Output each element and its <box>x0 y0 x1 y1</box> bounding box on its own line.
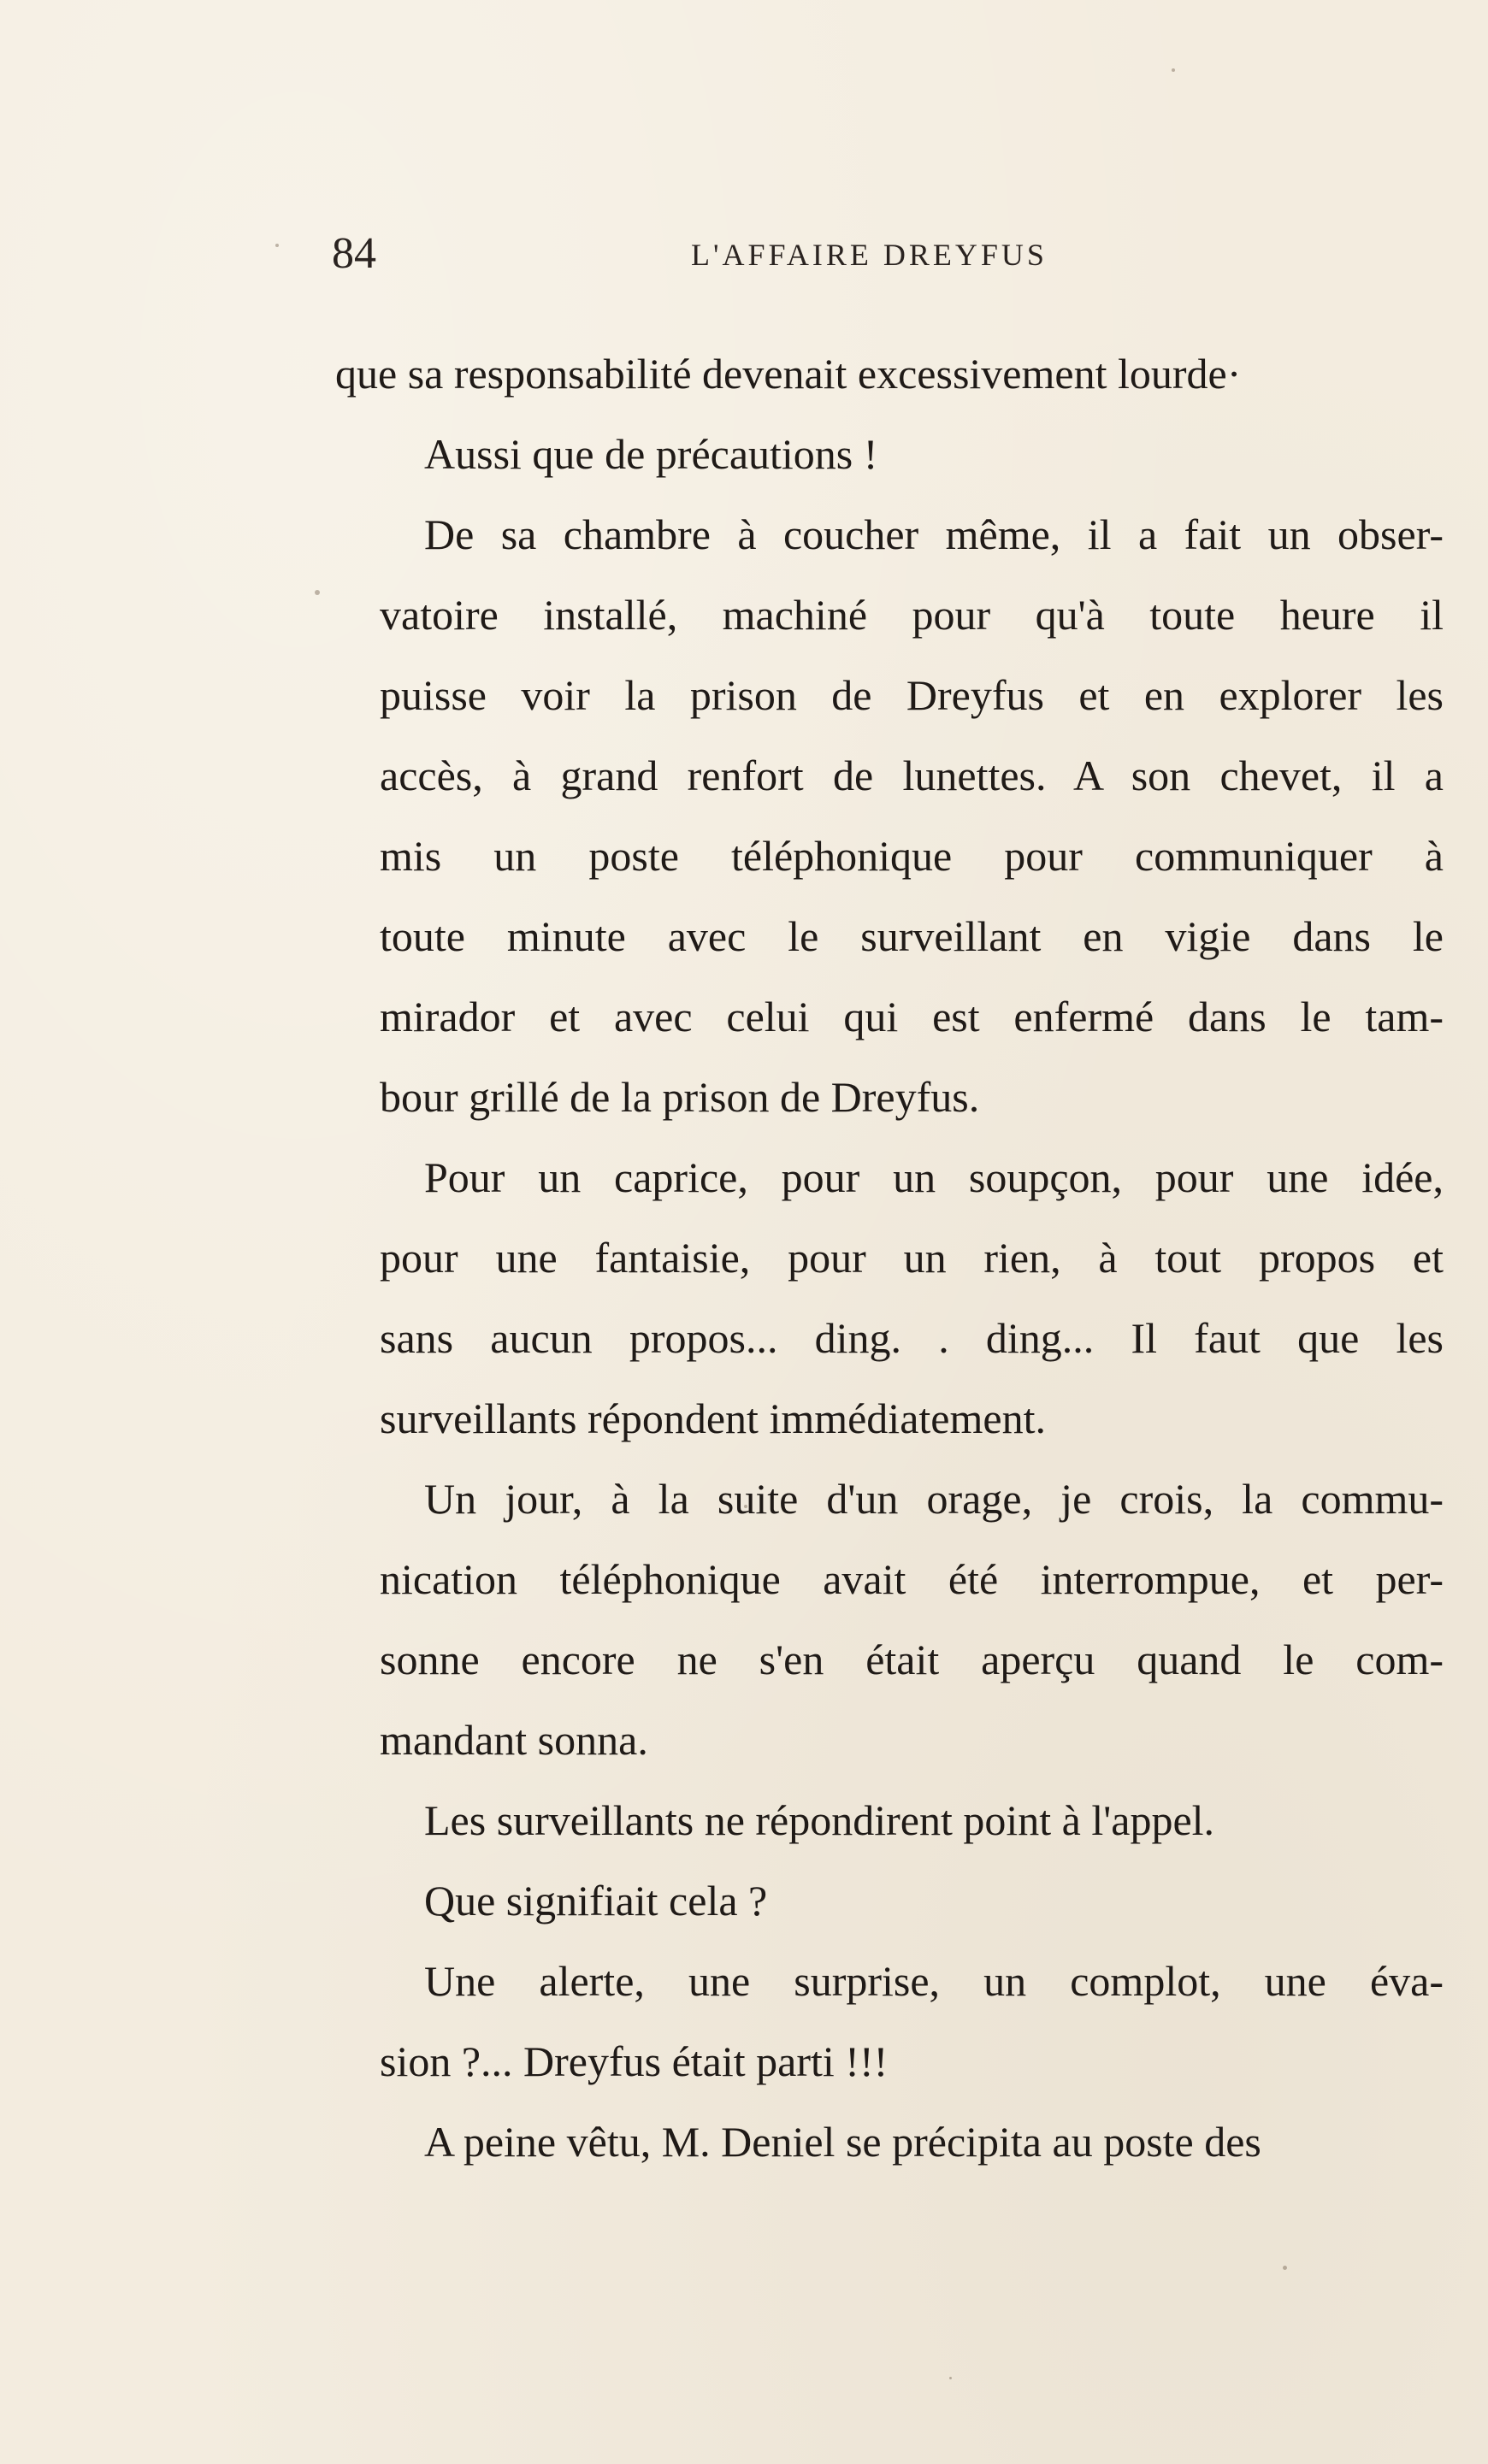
body-text <box>335 333 1444 2182</box>
text-line: Une alerte, une surprise, un complot, une éva- <box>424 1957 1444 2005</box>
page-number: 84 <box>332 229 376 278</box>
text-line: accès, à grand renfort de lunettes. A son chevet, il a <box>380 752 1444 799</box>
paragraph <box>335 2101 1444 2182</box>
paragraph <box>335 414 1444 494</box>
paper-speck <box>949 2377 952 2379</box>
text-line: A peine vêtu, M. Deniel se précipita au poste des <box>424 2118 1261 2166</box>
paragraph <box>335 494 1444 1137</box>
text-line: que sa responsabilité devenait excessivement lourde· <box>335 350 1242 398</box>
paper-speck <box>1283 2266 1287 2270</box>
text-line: pour une fantaisie, pour un rien, à tout propos et <box>380 1234 1444 1282</box>
text-line: toute minute avec le surveillant en vigie dans le <box>380 912 1444 960</box>
paragraph <box>335 1860 1444 1941</box>
text-line: puisse voir la prison de Dreyfus et en explorer les <box>380 671 1444 719</box>
paragraph <box>335 1459 1444 1780</box>
text-line: mis un poste téléphonique pour communiquer à <box>380 832 1444 880</box>
text-line: Que signifiait cela ? <box>424 1877 768 1925</box>
paragraph <box>335 1137 1444 1459</box>
running-head <box>332 224 1440 284</box>
text-line: De sa chambre à coucher même, il a fait un obser- <box>424 510 1444 558</box>
paragraph <box>335 1941 1444 2101</box>
text-line: sion ?... Dreyfus était parti !!! <box>380 2037 889 2085</box>
text-line: surveillants répondent immédiatement. <box>380 1394 1046 1442</box>
paper-speck <box>1172 68 1175 72</box>
text-line: Pour un caprice, pour un soupçon, pour une idée, <box>424 1153 1444 1201</box>
text-line: vatoire installé, machiné pour qu'à toute heure il <box>380 591 1444 639</box>
text-line: sonne encore ne s'en était aperçu quand le com- <box>380 1636 1444 1683</box>
text-line: Un jour, à la suite d'un orage, je crois, la commu- <box>424 1475 1444 1523</box>
text-line: mirador et avec celui qui est enfermé dans le tam- <box>380 993 1444 1040</box>
paper-speck <box>275 244 279 247</box>
text-line: sans aucun propos... ding. . ding... Il faut que les <box>380 1314 1444 1362</box>
text-line: bour grillé de la prison de Dreyfus. <box>380 1073 980 1121</box>
text-line: mandant sonna. <box>380 1716 648 1764</box>
text-line: Les surveillants ne répondirent point à l'appel. <box>424 1796 1215 1844</box>
running-title: L'AFFAIRE DREYFUS <box>691 238 1048 272</box>
text-line: nication téléphonique avait été interrompue, et per- <box>380 1555 1444 1603</box>
text-line: Aussi que de précautions ! <box>424 430 878 478</box>
paper-speck <box>744 1505 747 1508</box>
paragraph <box>335 333 1444 414</box>
paper-speck <box>315 590 320 595</box>
paragraph <box>335 1780 1444 1860</box>
